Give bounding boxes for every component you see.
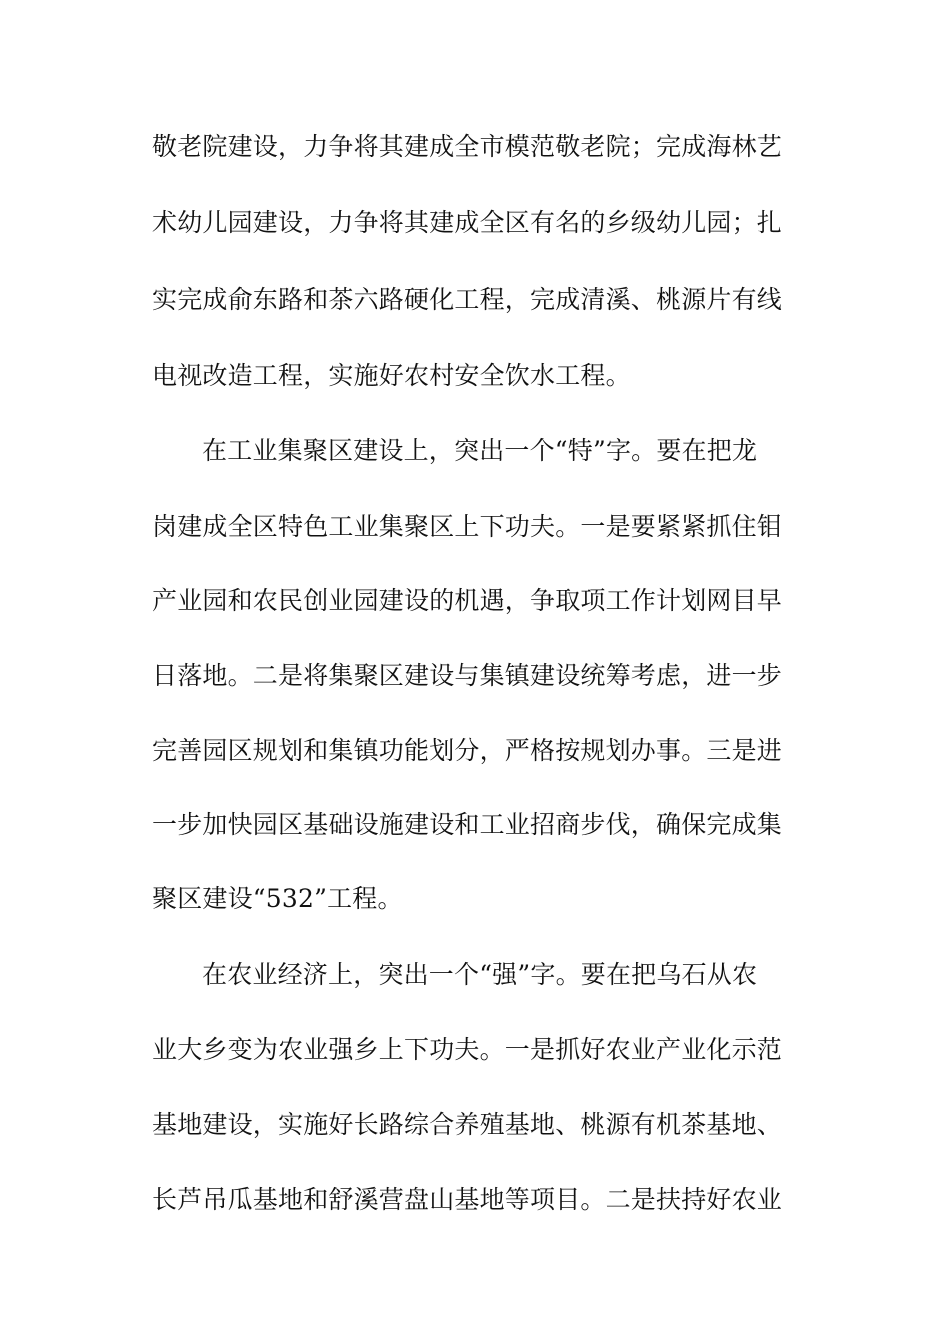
text-line: 产业园和农民创业园建设的机遇，争取项工作计划网目早	[152, 586, 783, 615]
text-line: 术幼儿园建设，力争将其建成全区有名的乡级幼儿园；扎	[152, 208, 783, 237]
text-line: 基地建设，实施好长路综合养殖基地、桃源有机茶基地、	[152, 1110, 783, 1139]
text-line: 电视改造工程，实施好农村安全饮水工程。	[152, 361, 631, 390]
text-line: 聚区建设“532”工程。	[152, 884, 403, 913]
text-line: 实完成俞东路和茶六路硬化工程，完成清溪、桃源片有线	[152, 285, 783, 314]
paragraph-first-line: 在农业经济上，突出一个“强”字。要在把乌石从农	[202, 960, 758, 989]
text-line: 长芦吊瓜基地和舒溪营盘山基地等项目。二是扶持好农业	[152, 1185, 783, 1214]
text-line: 日落地。二是将集聚区建设与集镇建设统筹考虑，进一步	[152, 661, 783, 690]
text-line: 业大乡变为农业强乡上下功夫。一是抓好农业产业化示范	[152, 1035, 783, 1064]
paragraph-first-line: 在工业集聚区建设上，突出一个“特”字。要在把龙	[202, 436, 758, 465]
text-line: 敬老院建设，力争将其建成全市模范敬老院；完成海林艺	[152, 132, 783, 161]
text-line: 岗建成全区特色工业集聚区上下功夫。一是要紧紧抓住钼	[152, 512, 783, 541]
text-line: 完善园区规划和集镇功能划分，严格按规划办事。三是进	[152, 736, 783, 765]
text-line: 一步加快园区基础设施建设和工业招商步伐，确保完成集	[152, 810, 783, 839]
